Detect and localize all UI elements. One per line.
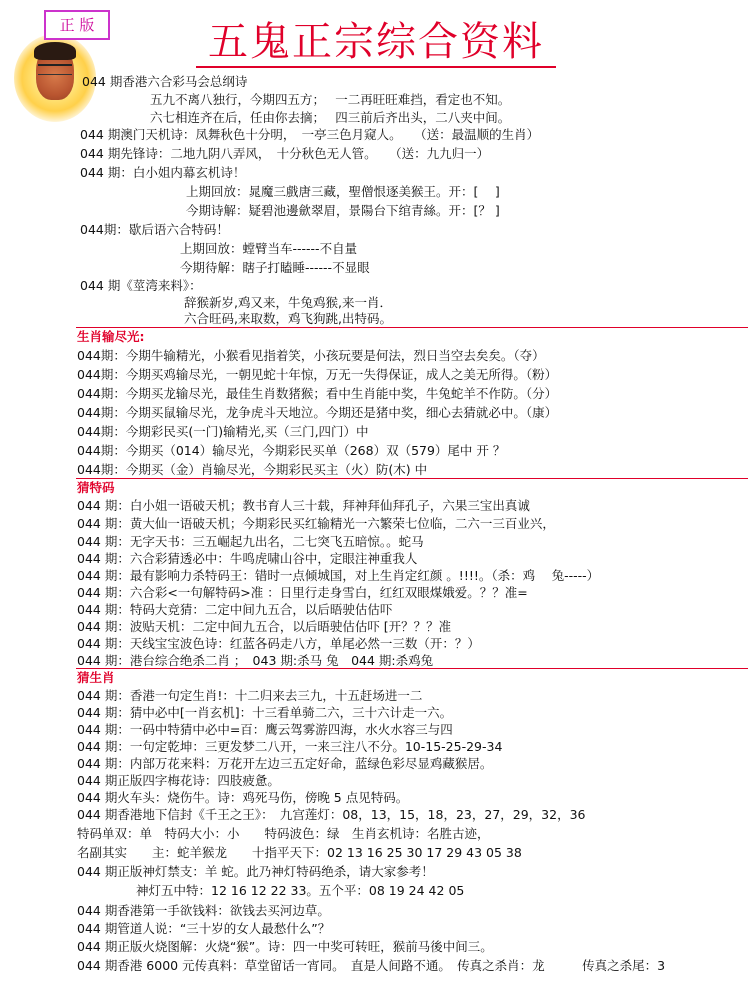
- text-line: 044 期：白小姐内幕玄机诗！: [80, 165, 246, 180]
- text-line: 044 期：最有影响力杀特码王：错时一点倾城国，对上生肖定红颜 。!!!!。（杀：鸡 兔-----）: [77, 568, 600, 583]
- section-divider: [76, 327, 748, 328]
- text-line: 044 期香港地下信封《千王之王》： 九宫莲灯：08，13，15，18，23，27，29，32，36: [77, 807, 586, 822]
- text-line: 044期：歇后语六合特码！: [80, 222, 229, 237]
- text-line: 044期：今期牛输精光，小猴看见指着笑，小孩玩要是何法，烈日当空去矣矣。（夺）: [77, 348, 545, 363]
- text-line: 044期：今期买鼠输尽光，龙争虎斗天地泣。今期还是猪中奖，细心去猜就必中。（康）: [77, 405, 558, 420]
- section-heading: 猜特码: [77, 480, 115, 495]
- text-line: 044 期：六合彩猜透必中：牛鸣虎啸山谷中，定眼注神重我人: [77, 551, 418, 566]
- text-line: 044期：今期买龙输尽光，最佳生肖数猪猴；看中生肖能中奖，牛兔蛇羊不作防。（分）: [77, 386, 558, 401]
- text-line: 辞猴新岁,鸡又来，牛兔鸡猴,来一肖．: [184, 295, 392, 310]
- section-heading: 生肖输尽光:: [77, 329, 145, 344]
- text-line: 044期：今期彩民买(一门)输精光,买（三门,四门）中: [77, 424, 369, 439]
- text-line: 044 期：天线宝宝波色诗：红蓝各码走八方，单尾必然一三数（开：？）: [77, 636, 480, 651]
- section-divider: [76, 668, 748, 669]
- text-line: 044 期先锋诗：二地九阴八弄风， 十分秋色无人管。 （送：九九归一）: [80, 146, 490, 161]
- page-title: 五鬼正宗综合资料: [208, 19, 544, 65]
- text-line: 044 期：黄大仙一语破天机；今期彩民买红输精光一六繁荣七位临，二六一三百业兴，: [77, 516, 555, 531]
- text-line: 044 期香港 6000 元传真料：草堂留话一宵同。 直是人间路不通。 传真之杀肖：龙 传真之杀尾：3: [77, 958, 666, 973]
- text-line: 044 期：港台综合绝杀二肖 ； 043 期:杀马 兔 044 期:杀鸡兔: [77, 653, 434, 668]
- text-line: 044 期正版四字梅花诗：四肢疲惫。: [77, 773, 280, 788]
- text-line: 044 期：猜中必中[一肖玄机]：十三看单骑二六，三十六计走一六。: [77, 705, 453, 720]
- text-line: 今期诗解：疑碧池邊歛翠眉，景陽台下绾青絲。开：[？ ]: [186, 203, 500, 218]
- text-line: 044 期：一句定乾坤：三更发梦二八开，一来三注八不分。10-15-25-29-34: [77, 739, 503, 754]
- text-line: 六合旺码,来取数，鸡飞狗跳,出特码。: [184, 311, 392, 326]
- text-line: 044 期：香港一句定生肖!：十二归来去三九，十五赶场进一二: [77, 688, 423, 703]
- text-line: 044 期：六合彩<一句解特码>准 ：日里行走身雪白，红红双眼煤娥爱。？？准=: [77, 585, 528, 600]
- text-line: 044期：今期买鸡输尽光，一朝见蛇十年惊，万无一失得保证，成人之美无所得。（粉）: [77, 367, 558, 382]
- section-heading: 猜生肖: [77, 670, 115, 685]
- text-line: 上期回放：螳臂当车------不自量: [180, 241, 358, 256]
- text-line: 044 期：特码大竞猜：二定中间九五合，以后晤驶估估吓: [77, 602, 393, 617]
- text-line: 六七相连齐在后，任由你去摘； 四三前后齐出头，二八夹中间。: [150, 110, 511, 125]
- text-line: 044 期火车头：烧伤牛。诗：鸡死马伤，傍晚 5 点见特码。: [77, 790, 409, 805]
- text-line: 044 期正版神灯禁支：羊 蛇。此乃神灯特码绝杀，请大家参考！: [77, 864, 434, 879]
- text-line: 特码单双：单 特码大小：小 特码波色：绿 生肖玄机诗：名胜古迹，: [77, 826, 490, 841]
- text-line: 今期待解：瞎子打瞌睡------不显眼: [180, 260, 370, 275]
- text-line: 044 期香港六合彩马会总纲诗: [82, 74, 248, 89]
- text-line: 名副其实 主：蛇羊猴龙 十指平天下：02 13 16 25 30 17 29 43 05 38: [77, 845, 522, 860]
- text-line: 神灯五中特：12 16 12 22 33。五个平：08 19 24 42 05: [136, 883, 465, 898]
- text-line: 上期回放：晁魔三戲唐三藏，聖僧恨逐美猴王。开：[ ]: [186, 184, 500, 199]
- text-line: 044 期管道人说：“三十岁的女人最愁什么”？: [77, 921, 331, 936]
- text-line: 044 期正版火烧图解：火烧“猴”。诗：四一中奖可转旺，猴前马後中间三。: [77, 939, 493, 954]
- text-line: 044 期：内部万花来料：万花开左边三五定好命，蓝绿色彩尽显鸡藏猴居。: [77, 756, 493, 771]
- text-line: 044 期香港第一手欲钱料：欲钱去买河边草。: [77, 903, 330, 918]
- text-line: 044 期：波贴天机：二定中间九五合，以后晤驶估估吓 [开？？？准: [77, 619, 452, 634]
- text-line: 044 期：一码中特猜中必中=百：鹰云驾雾游四海，水火水容三与四: [77, 722, 453, 737]
- section-divider: [76, 478, 748, 479]
- text-line: 044 期：无字天书：三五崛起九出名，二七突飞五暗惊。。蛇马: [77, 534, 424, 549]
- text-line: 044 期澳门天机诗：凤舞秋色十分明， 一亭三色月窥人。 （送：最温顺的生肖）: [80, 127, 540, 142]
- text-line: 044期：今期买（金）肖输尽光，今期彩民买主（火）防(木) 中: [77, 462, 428, 477]
- edition-badge: 正 版: [44, 10, 110, 40]
- text-line: 五九不离八独行，今期四五方； 一二再旺旺难挡，看定也不知。: [150, 92, 511, 107]
- text-line: 044 期《莖湾来料》：: [80, 278, 202, 293]
- text-line: 044期：今期买（014）输尽光，今期彩民买单（268）双（579）尾中 开 ？: [77, 443, 506, 458]
- text-line: 044 期：白小姐一语破天机；教书育人三十载，拜神拜仙拜孔子，六果三宝出真诚: [77, 498, 530, 513]
